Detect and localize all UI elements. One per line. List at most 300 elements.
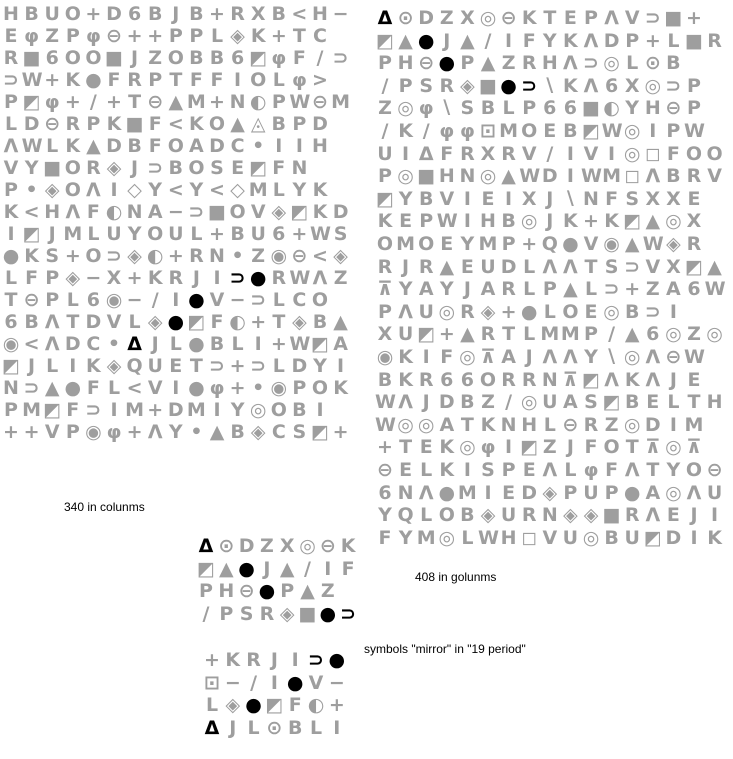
cipher-symbol: ■ xyxy=(22,47,41,69)
cipher-symbol: S xyxy=(210,157,224,179)
cipher-symbol: V xyxy=(583,233,599,255)
cipher-symbol: ◈ xyxy=(480,504,496,527)
cipher-symbol: T xyxy=(543,7,557,29)
cipher-symbol: T xyxy=(584,255,598,278)
cipher-symbol: P xyxy=(604,481,619,504)
cipher-symbol: ⊖ xyxy=(44,113,61,135)
cipher-symbol: ⊃ xyxy=(624,255,641,278)
cipher-symbol: < xyxy=(23,201,40,223)
cipher-symbol: O xyxy=(685,459,703,481)
cipher-symbol: − xyxy=(126,289,143,311)
cipher-symbol: ◩ xyxy=(417,323,436,346)
cipher-symbol: + xyxy=(229,355,246,377)
highlighted-symbol: Δ xyxy=(377,7,393,29)
cipher-symbol: ◎ xyxy=(665,436,682,459)
cipher-symbol: / xyxy=(250,671,258,694)
cipher-symbol: R xyxy=(480,323,496,346)
cipher-symbol: / xyxy=(546,142,554,165)
cipher-symbol: Y xyxy=(398,278,413,301)
cipher-symbol: O xyxy=(706,142,723,165)
cipher-symbol: Z xyxy=(645,278,660,301)
cipher-symbol: O xyxy=(521,120,538,142)
cipher-symbol: V xyxy=(583,142,599,165)
cipher-symbol: Λ xyxy=(645,504,661,527)
cipher-grid-340 xyxy=(1,3,353,443)
cipher-symbol: ▲ xyxy=(279,557,295,580)
cipher-symbol: H xyxy=(706,391,723,414)
cipher-symbol: O xyxy=(603,436,620,459)
cipher-symbol: P xyxy=(45,289,60,311)
cipher-symbol: Z xyxy=(260,535,274,557)
cipher-symbol: Z xyxy=(439,7,454,29)
cipher-symbol: ⊃ xyxy=(250,355,267,377)
cipher-symbol: O xyxy=(250,69,267,91)
cipher-symbol: ◈ xyxy=(271,201,287,223)
cipher-symbol: ◎ xyxy=(397,413,414,436)
cipher-symbol: ∖ xyxy=(604,346,619,368)
highlighted-symbol: Δ xyxy=(204,716,220,739)
cipher-symbol: K xyxy=(398,346,413,368)
cipher-symbol: M xyxy=(125,399,145,421)
cipher-symbol: ⊼ xyxy=(686,436,702,459)
cipher-symbol: ◩ xyxy=(197,557,215,580)
cipher-symbol: ● xyxy=(188,377,205,399)
cipher-symbol: K xyxy=(225,649,241,671)
cipher-symbol: M xyxy=(499,120,519,142)
cipher-symbol: W xyxy=(310,223,331,245)
cipher-symbol: L xyxy=(128,311,141,333)
cipher-symbol: ◎ xyxy=(438,300,456,323)
cipher-symbol: − xyxy=(224,671,241,694)
cipher-symbol: ■ xyxy=(664,7,683,29)
cipher-symbol: P xyxy=(687,74,701,97)
cipher-symbol: U xyxy=(377,142,393,165)
cipher-symbol: E xyxy=(502,481,516,504)
highlighted-symbol: ● xyxy=(188,289,205,311)
cipher-symbol: M xyxy=(602,165,622,188)
cipher-symbol: B xyxy=(292,399,307,421)
cipher-symbol: ◩ xyxy=(249,157,268,179)
cipher-symbol: L xyxy=(667,29,680,52)
cipher-symbol: Y xyxy=(189,179,204,201)
cipher-symbol: 6 xyxy=(127,3,142,25)
cipher-symbol: Y xyxy=(230,399,245,421)
cipher-symbol: O xyxy=(270,399,287,421)
highlighted-symbol: ● xyxy=(328,649,346,671)
cipher-symbol: F xyxy=(25,267,39,289)
cipher-symbol: R xyxy=(271,267,287,289)
cipher-symbol: ⊙ xyxy=(266,716,283,739)
cipher-symbol: I xyxy=(669,413,677,436)
cipher-symbol: I xyxy=(337,355,345,377)
cipher-symbol: ◎ xyxy=(417,413,435,436)
cipher-symbol: ⊃ xyxy=(106,245,122,267)
cipher-symbol: ◈ xyxy=(292,311,307,333)
cipher-symbol: P xyxy=(4,179,18,201)
cipher-symbol: H xyxy=(644,97,661,120)
cipher-symbol: Λ xyxy=(44,311,60,333)
highlighted-symbol: ● xyxy=(245,694,262,716)
cipher-symbol: ● xyxy=(438,481,456,504)
cipher-symbol: ● xyxy=(623,481,641,504)
cipher-symbol: W xyxy=(375,413,396,436)
cipher-symbol: ◉ xyxy=(105,289,123,311)
cipher-symbol: I xyxy=(566,142,574,165)
cipher-symbol: U xyxy=(250,223,266,245)
cipher-symbol: ⊼ xyxy=(480,346,496,368)
cipher-symbol: J xyxy=(402,255,410,278)
cipher-symbol: D xyxy=(238,535,255,557)
cipher-symbol: ◈ xyxy=(542,481,558,504)
cipher-symbol: N xyxy=(291,157,308,179)
cipher-symbol: E xyxy=(440,233,454,255)
cipher-symbol: O xyxy=(85,245,102,267)
cipher-symbol: ▲ xyxy=(86,135,101,157)
cipher-symbol: K xyxy=(312,201,328,223)
cipher-symbol: L xyxy=(420,459,433,481)
cipher-symbol: J xyxy=(525,346,533,368)
cipher-symbol: Z xyxy=(542,436,557,459)
cipher-symbol: − xyxy=(328,671,345,694)
cipher-symbol: Z xyxy=(45,25,60,47)
cipher-symbol: ● xyxy=(2,245,20,267)
cipher-symbol: ■ xyxy=(417,165,436,188)
cipher-symbol: F xyxy=(605,459,619,481)
cipher-symbol: + xyxy=(85,3,102,25)
cipher-symbol: ◉ xyxy=(85,421,102,443)
cipher-symbol: D xyxy=(665,526,682,549)
highlighted-symbol: ● xyxy=(417,29,435,52)
cipher-symbol: + xyxy=(291,223,308,245)
cipher-symbol: ■ xyxy=(125,113,144,135)
cipher-symbol: R xyxy=(259,602,275,625)
cipher-symbol: K xyxy=(480,413,496,436)
cipher-symbol: M xyxy=(684,413,704,436)
cipher-symbol: O xyxy=(208,113,226,135)
cipher-symbol: K xyxy=(65,69,81,91)
cipher-symbol: ◎ xyxy=(582,526,600,549)
cipher-symbol: M xyxy=(22,399,42,421)
highlighted-symbol: ⊃ xyxy=(340,602,357,625)
cipher-symbol: + xyxy=(209,3,225,25)
cipher-symbol: φ xyxy=(44,91,60,113)
cipher-symbol: R xyxy=(707,29,722,52)
cipher-symbol: ◎ xyxy=(249,399,267,421)
cipher-symbol: ◩ xyxy=(22,91,41,113)
cipher-symbol: K xyxy=(439,436,455,459)
cipher-symbol: ⊃ xyxy=(147,157,164,179)
cipher-symbol: R xyxy=(583,413,599,436)
cipher-symbol: K xyxy=(147,267,163,289)
cipher-symbol: I xyxy=(172,289,180,311)
cipher-symbol: B xyxy=(666,52,681,75)
cipher-symbol: ■ xyxy=(685,29,703,52)
cipher-symbol: J xyxy=(566,436,574,459)
cipher-symbol: R xyxy=(3,47,19,69)
cipher-symbol: O xyxy=(562,300,579,323)
cipher-symbol: K xyxy=(604,210,619,233)
cipher-symbol: Λ xyxy=(418,481,434,504)
cipher-symbol: T xyxy=(687,391,701,414)
cipher-symbol: W xyxy=(289,91,311,113)
cipher-symbol: 6 xyxy=(543,97,557,120)
cipher-symbol: P xyxy=(86,113,101,135)
cipher-symbol: ◎ xyxy=(665,210,682,233)
cipher-symbol: ⊖ xyxy=(706,459,723,481)
cipher-symbol: X xyxy=(460,7,475,29)
cipher-symbol: K xyxy=(377,210,393,233)
cipher-symbol: B xyxy=(377,368,393,391)
cipher-symbol: H xyxy=(312,135,328,157)
cipher-symbol: E xyxy=(646,391,660,414)
cipher-symbol: J xyxy=(172,3,180,25)
cipher-symbol: ◻ xyxy=(644,142,661,165)
cipher-symbol: K xyxy=(707,526,722,549)
cipher-symbol: B xyxy=(230,223,245,245)
cipher-symbol: / xyxy=(316,47,324,69)
cipher-symbol: ◈ xyxy=(127,245,142,267)
cipher-symbol: N xyxy=(500,413,517,436)
cipher-symbol: L xyxy=(87,223,100,245)
cipher-symbol: D xyxy=(106,135,122,157)
cipher-symbol: S xyxy=(604,255,619,278)
cipher-symbol: ◩ xyxy=(602,391,621,414)
cipher-symbol: ◩ xyxy=(376,187,394,210)
cipher-symbol: + xyxy=(583,210,599,233)
cipher-symbol: C xyxy=(292,289,307,311)
cipher-symbol: X xyxy=(521,187,537,210)
cipher-symbol: E xyxy=(543,120,557,142)
cipher-symbol: φ xyxy=(209,377,225,399)
cipher-symbol: R xyxy=(65,113,81,135)
cipher-symbol: M xyxy=(457,481,477,504)
cipher-symbol: ■ xyxy=(43,157,62,179)
cipher-symbol: Y xyxy=(584,346,598,368)
cipher-symbol: / xyxy=(202,602,210,625)
cipher-symbol: I xyxy=(463,187,471,210)
cipher-symbol: R xyxy=(460,142,475,165)
cipher-symbol: R xyxy=(686,233,702,255)
cipher-symbol: R xyxy=(624,504,640,527)
cipher-symbol: K xyxy=(624,368,640,391)
cipher-symbol: ◇ xyxy=(230,179,245,201)
cipher-symbol: B xyxy=(189,47,204,69)
cipher-symbol: A xyxy=(563,391,578,414)
cipher-symbol: U xyxy=(418,300,434,323)
cipher-symbol: ⊃ xyxy=(250,289,267,311)
cipher-symbol: ⊃ xyxy=(644,7,661,29)
cipher-symbol: T xyxy=(272,311,286,333)
cipher-symbol: X xyxy=(666,187,681,210)
cipher-symbol: K xyxy=(521,7,537,29)
cipher-symbol: ■ xyxy=(479,74,497,97)
cipher-symbol: ◎ xyxy=(459,436,476,459)
cipher-symbol: Y xyxy=(666,459,681,481)
cipher-symbol: D xyxy=(167,399,184,421)
cipher-symbol: < xyxy=(312,245,328,267)
cipher-symbol: V xyxy=(44,421,60,443)
cipher-symbol: C xyxy=(86,333,101,355)
cipher-symbol: 6 xyxy=(460,368,474,391)
cipher-symbol: ◎ xyxy=(644,74,662,97)
cipher-symbol: H xyxy=(218,580,235,602)
cipher-symbol: Λ xyxy=(147,421,163,443)
cipher-symbol: J xyxy=(131,47,139,69)
cipher-symbol: J xyxy=(28,355,36,377)
cipher-symbol: M xyxy=(540,323,560,346)
cipher-symbol: R xyxy=(686,165,702,188)
cipher-symbol: ◐ xyxy=(229,311,246,333)
cipher-symbol: − xyxy=(332,3,349,25)
cipher-symbol: / xyxy=(89,91,97,113)
cipher-symbol: A xyxy=(189,135,204,157)
cipher-symbol: P xyxy=(65,421,80,443)
cipher-symbol: ⊃ xyxy=(583,52,599,75)
cipher-symbol: Y xyxy=(148,179,163,201)
cipher-symbol: F xyxy=(292,47,306,69)
cipher-symbol: ▲ xyxy=(645,210,661,233)
cipher-symbol: Λ xyxy=(563,346,578,368)
cipher-symbol: ◻ xyxy=(521,526,538,549)
cipher-symbol: O xyxy=(64,157,81,179)
cipher-symbol: ▲ xyxy=(563,278,578,301)
cipher-symbol: L xyxy=(272,289,285,311)
cipher-symbol: E xyxy=(169,355,183,377)
cipher-symbol: W xyxy=(289,333,311,355)
cipher-symbol: J xyxy=(48,223,56,245)
cipher-symbol: Y xyxy=(460,233,475,255)
cipher-symbol: + xyxy=(644,29,661,52)
cipher-symbol: ◬ xyxy=(250,113,266,135)
caption-340-columns: 340 in colunms xyxy=(64,500,145,514)
cipher-symbol: ◉ xyxy=(376,346,394,368)
cipher-symbol: E xyxy=(419,436,433,459)
cipher-symbol: W xyxy=(642,233,664,255)
cipher-symbol: P xyxy=(378,52,392,75)
cipher-symbol: ◎ xyxy=(623,120,641,142)
highlighted-symbol: ● xyxy=(167,311,185,333)
cipher-symbol: φ xyxy=(480,436,496,459)
cipher-symbol: + xyxy=(147,25,164,47)
cipher-symbol: ◈ xyxy=(460,74,475,97)
cipher-symbol: + xyxy=(328,694,345,716)
cipher-symbol: N xyxy=(3,377,19,399)
cipher-symbol: X xyxy=(480,142,496,165)
cipher-symbol: T xyxy=(189,355,203,377)
cipher-symbol: φ xyxy=(271,47,287,69)
cipher-symbol: A xyxy=(501,346,516,368)
cipher-symbol: ⊙ xyxy=(644,52,661,75)
cipher-symbol: Y xyxy=(398,187,413,210)
cipher-symbol: • xyxy=(252,135,265,157)
cipher-symbol: + xyxy=(377,436,393,459)
cipher-symbol: ⊖ xyxy=(418,52,435,75)
cipher-symbol: L xyxy=(4,267,18,289)
cipher-symbol: R xyxy=(418,368,434,391)
cipher-symbol: F xyxy=(522,29,536,52)
cipher-symbol: • xyxy=(25,179,38,201)
cipher-symbol: I xyxy=(324,557,332,580)
cipher-symbol: E xyxy=(666,504,680,527)
cipher-symbol: J xyxy=(229,716,237,739)
cipher-symbol: B xyxy=(230,421,245,443)
cipher-symbol: P xyxy=(168,25,183,47)
cipher-symbol: ■ xyxy=(298,602,317,625)
cipher-symbol: K xyxy=(312,179,328,201)
cipher-symbol: ◉ xyxy=(270,377,288,399)
cipher-symbol: O xyxy=(418,233,435,255)
cipher-symbol: P xyxy=(666,120,681,142)
cipher-symbol: F xyxy=(148,113,162,135)
cipher-symbol: P xyxy=(398,74,413,97)
cipher-symbol: Z xyxy=(251,245,266,267)
cipher-symbol: ◈ xyxy=(230,25,245,47)
cipher-symbol: Z xyxy=(481,391,495,414)
cipher-symbol: ▲ xyxy=(300,580,315,602)
cipher-symbol: B xyxy=(624,391,640,414)
cipher-symbol: H xyxy=(500,526,517,549)
cipher-symbol: A xyxy=(147,201,163,223)
cipher-symbol: M xyxy=(396,233,416,255)
cipher-symbol: ◉ xyxy=(2,333,20,355)
cipher-symbol: ■ xyxy=(105,47,123,69)
cipher-symbol: ⊡ xyxy=(480,120,496,142)
cipher-symbol: ◈ xyxy=(583,504,599,527)
cipher-symbol: L xyxy=(247,716,260,739)
cipher-symbol: ◩ xyxy=(376,29,394,52)
cipher-symbol: Λ xyxy=(563,255,578,278)
cipher-symbol: J xyxy=(263,557,271,580)
cipher-symbol: Λ xyxy=(645,165,661,188)
cipher-symbol: T xyxy=(460,413,474,436)
cipher-symbol: S xyxy=(481,459,495,481)
cipher-symbol: ▲ xyxy=(44,377,60,399)
cipher-symbol: I xyxy=(213,267,221,289)
cipher-symbol: φ xyxy=(24,25,40,47)
cipher-symbol: ⊖ xyxy=(147,91,164,113)
cipher-symbol: V xyxy=(106,311,122,333)
cipher-symbol: L xyxy=(46,355,59,377)
cipher-symbol: ▲ xyxy=(460,323,475,346)
cipher-symbol: N xyxy=(541,504,558,527)
cipher-symbol: Λ xyxy=(312,267,328,289)
cipher-symbol: P xyxy=(292,377,307,399)
cipher-symbol: + xyxy=(521,233,538,255)
cipher-symbol: Y xyxy=(439,278,454,301)
cipher-symbol: • xyxy=(231,245,244,267)
cipher-symbol: Y xyxy=(168,421,183,443)
cipher-symbol: • xyxy=(107,333,121,355)
cipher-symbol: P xyxy=(4,91,18,113)
cipher-symbol: U xyxy=(44,3,60,25)
cipher-symbol: Z xyxy=(320,580,335,602)
cipher-symbol: ⊃ xyxy=(665,74,682,97)
cipher-symbol: ● xyxy=(85,69,102,91)
cipher-symbol: ◎ xyxy=(520,391,538,414)
cipher-symbol: I xyxy=(463,210,471,233)
cipher-symbol: ▲ xyxy=(624,323,640,346)
cipher-symbol: F xyxy=(148,135,162,157)
cipher-symbol: ● xyxy=(188,333,205,355)
cipher-symbol: D xyxy=(438,391,455,414)
cipher-symbol: F xyxy=(440,346,454,368)
cipher-symbol: + xyxy=(126,421,143,443)
cipher-symbol: P xyxy=(419,210,434,233)
cipher-symbol: Λ xyxy=(604,7,619,29)
cipher-symbol: L xyxy=(626,52,639,75)
cipher-symbol: O xyxy=(311,289,329,311)
cipher-symbol: C xyxy=(313,25,327,47)
